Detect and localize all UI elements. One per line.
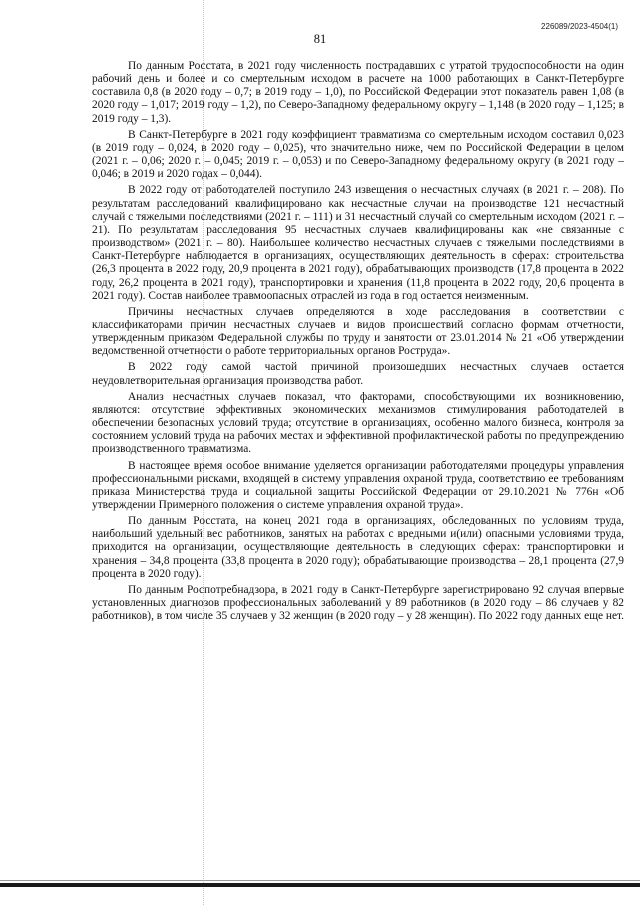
paragraph-occupational-diseases: По данным Роспотребнадзора, в 2021 году в Санкт-Петербурге зарегистрировано 92 случая впервые установленных диагнозов профессиональных заболеваний у 89 работников (в 2020 году – 86 случаев у 82 работников), в том числе 35 случаев у 32 женщин (в 2020 году – у 28 женщин). По 2022 году данных еще нет. — [92, 583, 625, 623]
document-id: 226089/2023-4504(1) — [541, 22, 618, 31]
scan-edge-line — [0, 880, 640, 881]
scan-bottom-border — [0, 883, 640, 887]
paragraph-fatal-coefficient: В Санкт-Петербурге в 2021 году коэффициент травматизма со смертельным исходом составил 0,023 (в 2019 году – 0,024, в 2020 году – 0,025), что значительно ниже, чем по Российской Федерации в целом (2021 г. – 0,06; 2020 г. – 0,045; 2019 г. – 0,053) и по Северо-Западному федеральному округу (в 2021 году – 0,046; в 2019 и 2020 годах – 0,044). — [92, 128, 624, 181]
document-body — [92, 60, 624, 626]
paragraph-2022-notifications: В 2022 году от работодателей поступило 243 извещения о несчастных случаях (в 2021 г. – 208). По результатам расследований квалифицировано как несчастные случаи на производстве 121 несчастный случай с тяжелыми последствиями (2021 г. – 111) и 31 несчастный случай со смертельным исходом (2021 г. – 21). По результатам расследования 95 несчастных случаев квалифицированы как «не связанные с производством» (2021 г. – 80). Наибольшее количество несчастных случаев с тяжелыми последствиями в Санкт-Петербурге наблюдается в организациях, осуществляющих деятельность в сферах: строительства (26,3 процента в 2022 году, 20,9 процента в 2021 году), обрабатывающих производств (17,8 процента в 2022 году, 26,2 процента в 2021 году), транспортировки и хранения (11,8 процента в 2022 году, 20,6 процента в 2021 году). Состав наиболее травмоопасных отраслей из года в год остается неизменным. — [92, 184, 624, 302]
paragraph-risk-management: В настоящее время особое внимание уделяется организации работодателями процедуры управления профессиональными рисками, входящей в систему управления охраной труда, соответствию ее требованиям приказа Министерства труда и социальной защиты Российской Федерации от 29.10.2021 № 776н «Об утверждении Примерного положения о системе управления охраной труда». — [92, 459, 624, 511]
page-number: 81 — [313, 32, 327, 46]
paragraph-injury-rate: По данным Росстата, в 2021 году численность пострадавших с утратой трудоспособности на один рабочий день и более и со смертельным исходом в расчете на 1000 работающих в Санкт-Петербурге составила 0,8 (в 2020 году – 0,7; в 2019 году – 1,0), по Российской Федерации этот показатель равен 1,08 (в 2020 году – 1,017; 2019 году – 1,2), по Северо-Западному федеральному округу – 1,148 (в 2020 году – 1,125; в 2019 году – 1,3). — [92, 60, 624, 125]
paragraph-working-conditions: По данным Росстата, на конец 2021 года в организациях, обследованных по условиям труда, наибольший удельный вес работников, занятых на работах с вредными и(или) опасными условиями труда, приходится на организации, осуществляющие деятельность в следующих сферах: транспортировки и хранения – 34,8 процента (33,8 процента в 2020 году); обрабатывающие производства – 28,1 процента (27,9 процента в 2020 году). — [92, 515, 624, 580]
paragraph-analysis: Анализ несчастных случаев показал, что факторами, способствующими их возникновению, являются: отсутствие эффективных экономических механизмов стимулирования работодателей в обеспечении безопасных условий труда; отсутствие в организациях, особенно малого бизнеса, контроля за состоянием условий труда на рабочих местах и эффективной профилактической работы по предупреждению производственного травматизма. — [92, 390, 624, 456]
paragraph-main-cause: В 2022 году самой частой причиной произошедших несчастных случаев остается неудовлетворительная организация производства работ. — [92, 361, 624, 387]
paragraph-causes: Причины несчастных случаев определяются в ходе расследования в соответствии с классификаторами причин несчастных случаев и видов происшествий согласно формам отчетности, утвержденным приказом Федеральной службы по труду и занятости от 23.01.2014 № 21 «Об утверждении ведомственной отчетности о работе территориальных органов Роструда». — [92, 305, 624, 358]
